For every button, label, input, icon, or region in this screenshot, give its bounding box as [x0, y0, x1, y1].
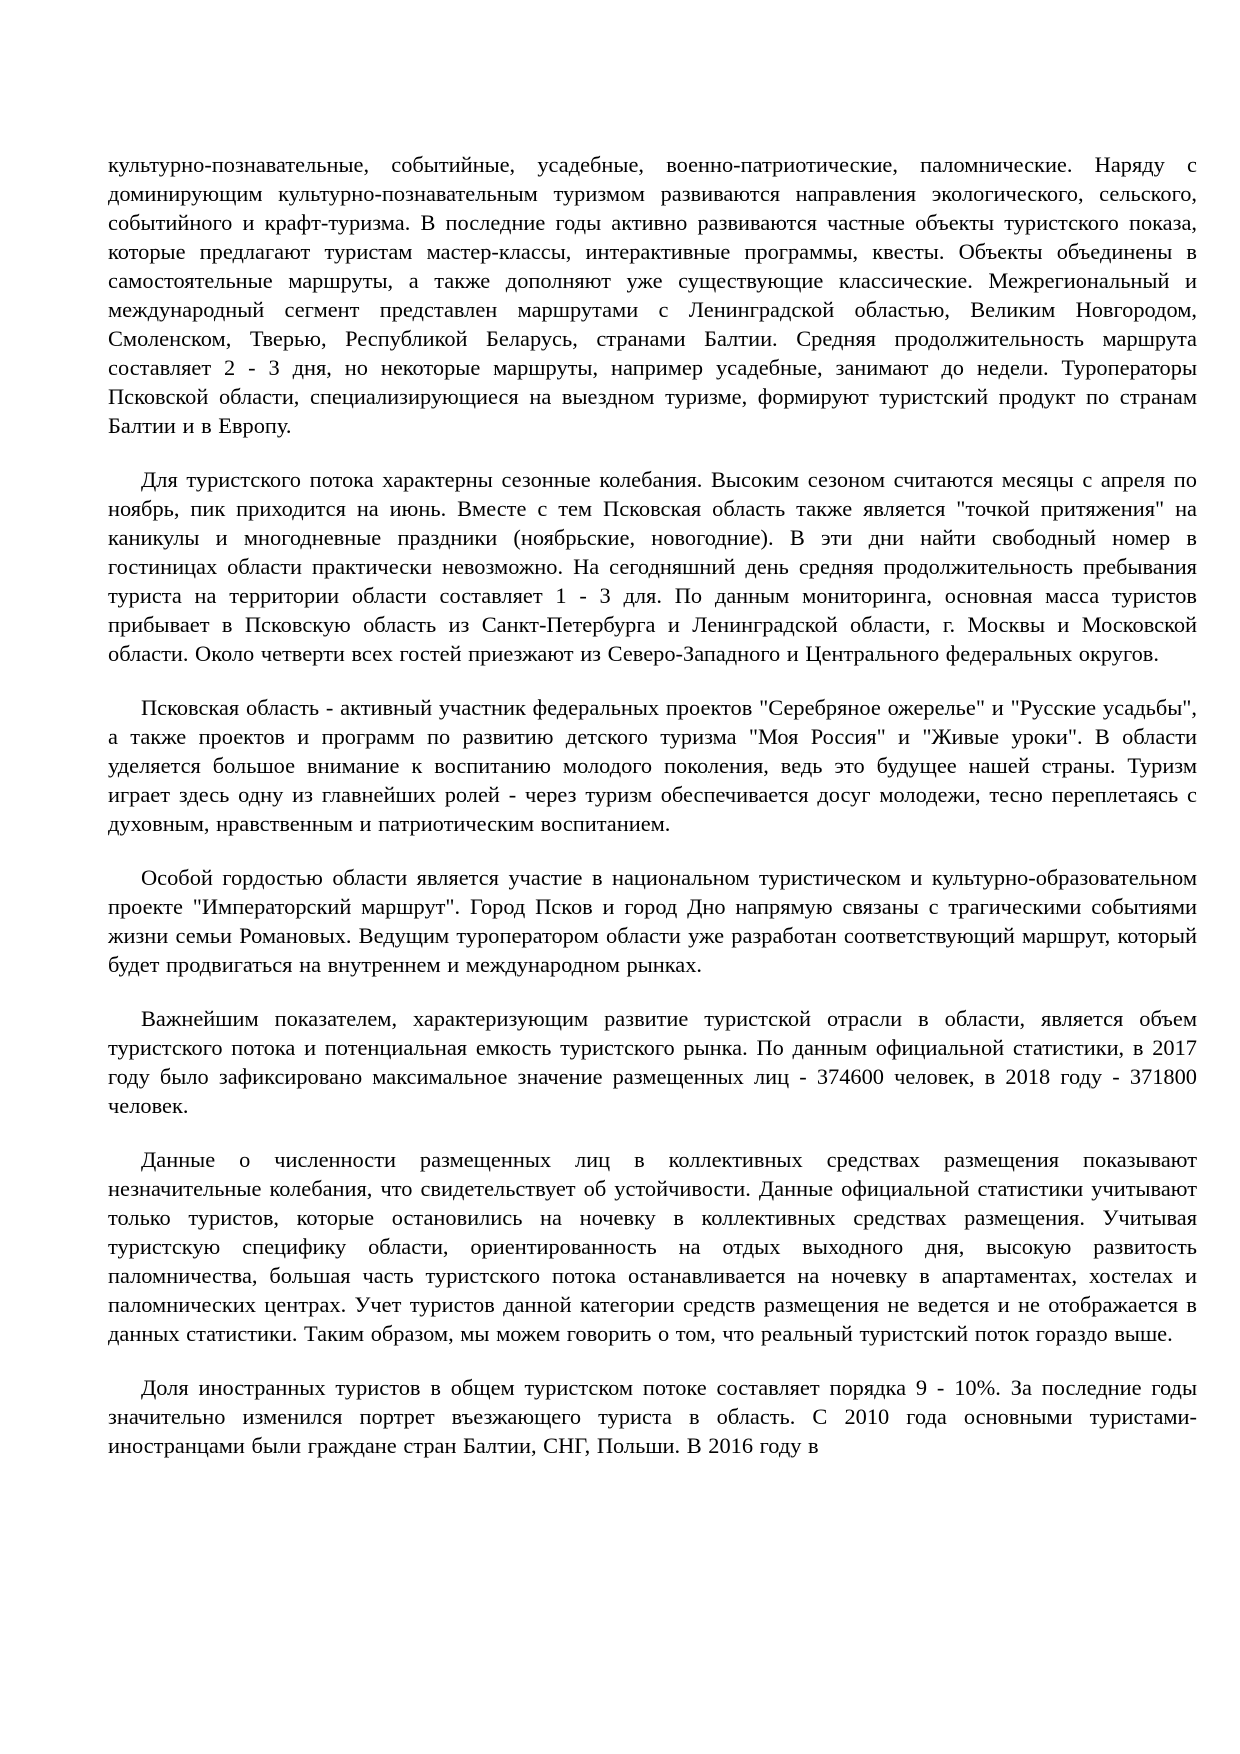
paragraph-7-foreign-tourists: Доля иностранных туристов в общем туристском потоке составляет порядка 9 - 10%. За последние годы значительно изменился портрет въезжающего туриста в область. С 2010 года основными туристами-иностранцами были граждане стран Балтии, СНГ, Польши. В 2016 году в [108, 1375, 1197, 1458]
paragraph-4-imperial-route: Особой гордостью области является участие в национальном туристическом и культурно-образовательном проекте "Императорский маршрут". Город Псков и город Дно напрямую связаны с трагическими событиями жизни семьи Романовых. Ведущим туроператором области уже разработан соответствующий маршрут, который будет продвигаться на внутреннем и международном рынках. [108, 865, 1197, 977]
paragraph-2-seasonality: Для туристского потока характерны сезонные колебания. Высоким сезоном считаются месяцы с апреля по ноябрь, пик приходится на июнь. Вместе с тем Псковская область также является "точкой притяжения" на каникулы и многодневные праздники (ноябрьские, новогодние). В эти дни найти свободный номер в гостиницах области практически невозможно. На сегодняшний день средняя продолжительность пребывания туриста на территории области составляет 1 - 3 для. По данным мониторинга, основная масса туристов прибывает в Псковскую область из Санкт-Петербурга и Ленинградской области, г. Москвы и Московской области. Около четверти всех гостей приезжают из Северо-Западного и Центрального федеральных округов. [108, 467, 1197, 666]
paragraph-3-federal-projects: Псковская область - активный участник федеральных проектов "Серебряное ожерелье" и "Русские усадьбы", а также проектов и программ по развитию детского туризма "Моя Россия" и "Живые уроки". В области уделяется большое внимание к воспитанию молодого поколения, ведь это будущее нашей страны. Туризм играет здесь одну из главнейших ролей - через туризм обеспечивается досуг молодежи, тесно переплетаясь с духовным, нравственным и патриотическим воспитанием. [108, 695, 1197, 836]
paragraph-5-tourist-flow-statistics: Важнейшим показателем, характеризующим развитие туристской отрасли в области, является объем туристского потока и потенциальная емкость туристского рынка. По данным официальной статистики, в 2017 году было зафиксировано максимальное значение размещенных лиц - 374600 человек, в 2018 году - 371800 человек. [108, 1006, 1197, 1118]
paragraph-1-continuation: культурно-познавательные, событийные, усадебные, военно-патриотические, паломнические. Наряду с доминирующим культурно-познавательным туризмом развиваются направления экологического, сельского, событийного и крафт-туризма. В последние годы активно развиваются частные объекты туристского показа, которые предлагают туристам мастер-классы, интерактивные программы, квесты. Объекты объединены в самостоятельные маршруты, а также дополняют уже существующие классические. Межрегиональный и международный сегмент представлен маршрутами с Ленинградской областью, Великим Новгородом, Смоленском, Тверью, Республикой Беларусь, странами Балтии. Средняя продолжительность маршрута составляет 2 - 3 дня, но некоторые маршруты, например усадебные, занимают до недели. Туроператоры Псковской области, специализирующиеся на выездном туризме, формируют туристский продукт по странам Балтии и в Европу. [108, 152, 1197, 438]
paragraph-6-accommodation-statistics: Данные о численности размещенных лиц в коллективных средствах размещения показывают незначительные колебания, что свидетельствует об устойчивости. Данные официальной статистики учитывают только туристов, которые остановились на ночевку в коллективных средствах размещения. Учитывая туристскую специфику области, ориентированность на отдых выходного дня, высокую развитость паломничества, большая часть туристского потока останавливается на ночевку в апартаментах, хостелах и паломнических центрах. Учет туристов данной категории средств размещения не ведется и не отображается в данных статистики. Таким образом, мы можем говорить о том, что реальный туристский поток гораздо выше. [108, 1147, 1197, 1346]
